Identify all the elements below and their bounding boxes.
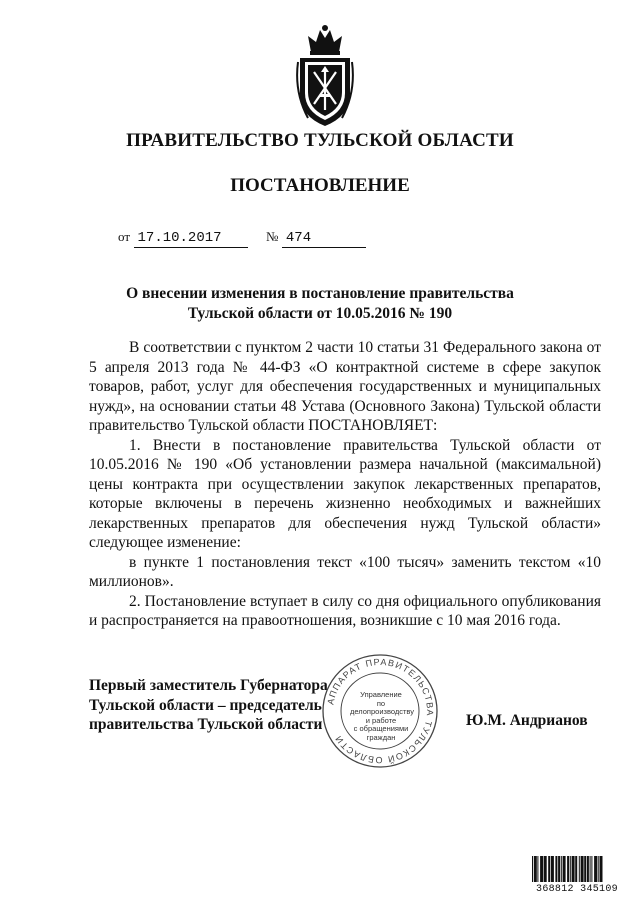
barcode-icon: [531, 856, 621, 882]
barcode-bar: [594, 856, 597, 882]
seal-inner-line-5: граждан: [366, 732, 396, 742]
barcode-bar: [579, 856, 580, 882]
barcode-bar: [584, 856, 586, 882]
barcode-bar: [581, 856, 584, 882]
body-paragraph-item-2: 2. Постановление вступает в силу со дня официального опубликования и распространяется на правоотношения, возникшие с 10 мая 2016 года.: [89, 592, 601, 629]
barcode-bar: [563, 856, 566, 882]
barcode-bar: [561, 856, 562, 882]
barcode-bar: [575, 856, 577, 882]
barcode-bar: [572, 856, 575, 882]
body-paragraph-item-1: 1. Внести в постановление правительства Тульской области от 10.05.2016 № 190 «Об установлении размера начальной (максимальной) цены контракта при осуществлении закупок лекарственных препаратов, которые включены в перечень жизненно необходимых и важнейших лекарственных препаратов для обеспечения нужд Тульской области» следующее изменение:: [89, 436, 601, 551]
document-date: 17.10.2017: [134, 230, 248, 248]
barcode-bar: [570, 856, 571, 882]
barcode-bar: [598, 856, 599, 882]
government-title: ПРАВИТЕЛЬСТВО ТУЛЬСКОЙ ОБЛАСТИ: [126, 130, 514, 151]
subject-line-1: О внесении изменения в постановление правительства: [126, 285, 514, 302]
document-body: [89, 338, 601, 631]
seal-inner-line-2: по делопроизводству: [350, 698, 414, 716]
body-paragraph-preamble: В соответствии с пунктом 2 части 10 статьи 31 Федерального закона от 5 апреля 2013 года № 44-ФЗ «О контрактной системе в сфере закупок товаров, работ, услуг для обеспечения государственных и муниципальных нужд», на основании статьи 48 Устава (Основного Закона) Тульской области правительство Тульской области ПОСТАНОВЛЯЕТ:: [89, 339, 601, 434]
seal-inner-line-4: с обращениями: [353, 724, 409, 733]
barcode-bar: [534, 856, 537, 882]
barcode-bar: [551, 856, 554, 882]
body-paragraph-change: в пункте 1 постановления текст «100 тысяч» заменить текстом «10 миллионов».: [89, 553, 601, 590]
barcode-bar: [548, 856, 550, 882]
seal-inner-line-3: и работе: [365, 715, 397, 725]
seal-ring-text: АППАРАТ ПРАВИТЕЛЬСТВА ТУЛЬСКОЙ ОБЛАСТИ: [325, 656, 436, 766]
signatory-title-line-2: Тульской области – председатель: [89, 696, 322, 714]
barcode-bar: [567, 856, 569, 882]
barcode-bar: [544, 856, 547, 882]
document-date-field: [118, 229, 248, 249]
date-label: от: [118, 229, 131, 244]
document-number-field: [266, 229, 366, 249]
document-subject: [0, 284, 640, 324]
barcode-bar: [591, 856, 592, 882]
barcode-bar: [555, 856, 557, 882]
signatory-title: [89, 676, 349, 735]
document-number: 474: [282, 230, 366, 248]
signatory-name: Ю.М. Андрианов: [466, 712, 588, 729]
barcode-bar: [532, 856, 533, 882]
seal-inner-text: [350, 691, 412, 742]
barcode-bar: [558, 856, 560, 882]
signatory-title-line-3: правительства Тульской области: [89, 716, 323, 733]
number-label: №: [266, 229, 279, 244]
barcode-bar: [590, 856, 591, 882]
signatory-title-line-1: Первый заместитель Губернатора: [89, 677, 328, 694]
barcode-bar: [537, 856, 538, 882]
seal-inner-line-1: Управление: [360, 690, 402, 699]
barcode-bar: [600, 856, 603, 882]
coat-of-arms-icon: [294, 22, 356, 130]
document-type: ПОСТАНОВЛЕНИЕ: [230, 175, 410, 196]
barcode-bar: [587, 856, 589, 882]
subject-line-2: Тульской области от 10.05.2016 № 190: [187, 305, 453, 322]
barcode-bar: [540, 856, 543, 882]
barcode-number: 368812 345109: [536, 884, 618, 895]
